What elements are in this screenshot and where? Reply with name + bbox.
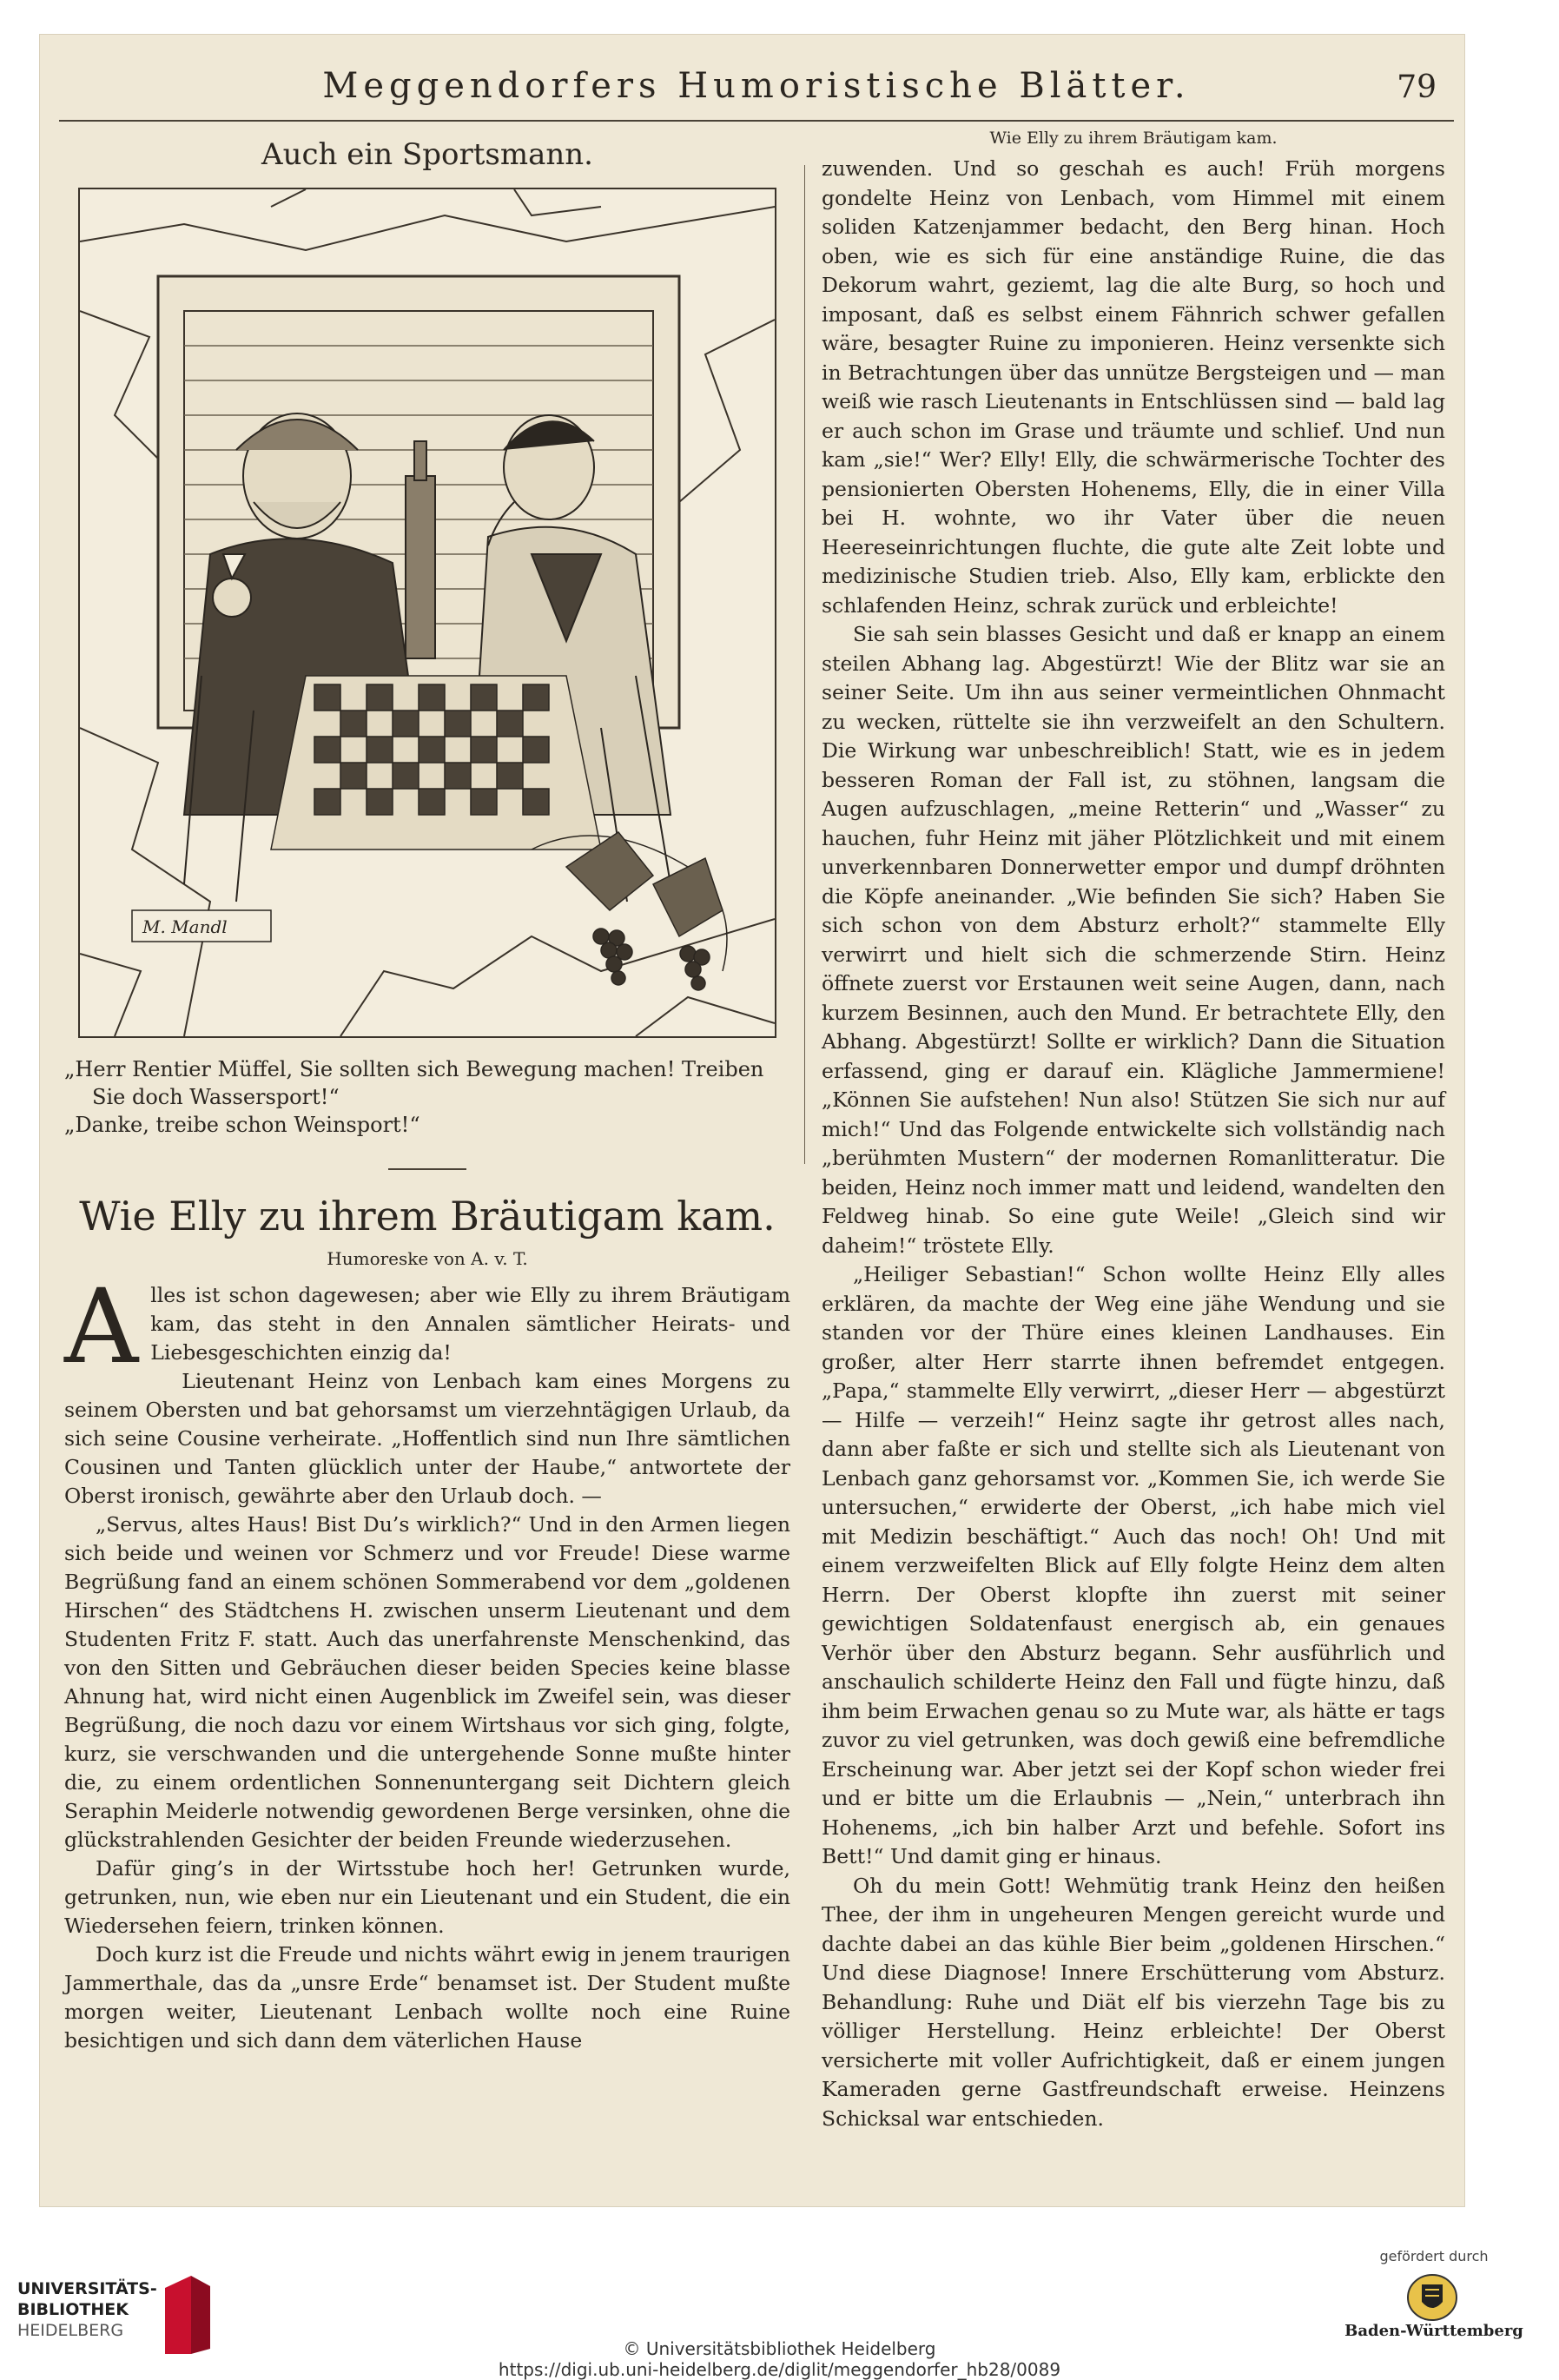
cartoon-title: Auch ein Sportsmann. [261, 137, 593, 172]
caption-line: „Danke, treibe schon Weinsport!“ [64, 1113, 420, 1137]
running-head: Wie Elly zu ihrem Bräutigam kam. [989, 129, 1278, 148]
column-divider [804, 165, 805, 1164]
story-paragraph: Dafür ging’s in der Wirtsstube hoch her! Getrunken wurde, getrunken, nun, wie eben nur ein Lieutenant und ein Student, die ein Wiedersehen feiern, trinken können. [64, 1856, 790, 1938]
library-name-line: UNIVERSITÄTS- [17, 2279, 157, 2298]
story-paragraph: Doch kurz ist die Freude und nichts währt ewig in jenem traurigen Jammerthale, das da „unsre Erde“ benamset ist. Der Student mußte morgen weiter, Lieutenant Lenbach wollte noch eine Ruine besichtigen und sich dann dem väterlichen Hause [64, 1942, 790, 2053]
left-column [64, 129, 790, 2055]
digitization-footer [0, 2241, 1559, 2380]
right-column [822, 129, 1445, 2133]
story-paragraph: „Servus, altes Haus! Bist Du’s wirklich?“ Und in den Armen liegen sich beide und weinen vor Schmerz und vor Freude! Diese warme Begrüßung fand an einem schönen Sommerabend vor dem „goldenen Hirschen“ des Städtchens H. zwischen unserm Lieutenant und dem Studenten Fritz F. statt. Auch das unerfahrenste Menschenkind, das von den Sitten und Gebräuchen dieser beiden Species keine blasse Ahnung hat, wird nicht einen Augenblick im Zweifel sein, was dieser Begrüßung, die noch dazu vor einem Wirtshaus vor sich ging, folgte, kurz, sie verschwanden und die untergehende Sonne mußte hinter die, zu einem ordentlichen Sonnenuntergang seit Dichtern gleich Seraphin Meiderle notwendig gewordenen Berge versinken, ohne die glückstrahlenden Gesichter der beiden Freunde wiederzusehen. [64, 1512, 790, 1852]
page-number: 79 [1397, 69, 1437, 105]
copyright-notice: © Universitätsbibliothek Heidelberg [623, 2338, 936, 2359]
section-separator [388, 1168, 466, 1170]
story-paragraph: Sie sah sein blasses Gesicht und daß er knapp an einem steilen Abhang lag. Abgestürzt! Wie der Blitz war sie an seiner Seite. Um ihn aus seiner vermeintlichen Ohnmacht zu wecken, rüttelte sie ihn verzweifelt an den Schultern. Die Wirkung war unbeschreiblich! Statt, wie es in jedem besseren Roman der Fall ist, zu stöhnen, langsam die Augen aufzuschlagen, „meine Retterin“ und „Wasser“ zu hauchen, fuhr Heinz mit jäher Plötzlichkeit und mit einem unverkennbaren Donnerwetter empor und dumpf dröhnten die Köpfe aneinander. „Wie befinden Sie sich? Haben Sie sich schon von dem Absturz erholt?“ stammelte Elly verwirrt und hielt sich die schmerzende Stirn. Heinz öffnete zuerst vor Erstaunen weit seine Augen, dann, nach kurzem Besinnen, auch den Mund. Er betrachtete Elly, den Abhang. Abgestürzt! Sollte er wirklich? Dann die Situation erfassend, ging er darauf ein. Klägliche Jammermiene! „Können Sie aufstehen! Nun also! Stützen Sie sich nur auf mich!“ Und das Folgende entwickelte sich vollständig nach „berühmten Mustern“ der modernen Romanlitteratur. Die beiden, Heinz noch immer matt und leidend, wandelten den Feldweg hinab. So eine gute Weile! „Gleich sind wir daheim!“ tröstete Elly. [822, 622, 1445, 1258]
coat-of-arms-icon [1404, 2272, 1460, 2323]
caption-line: Sie doch Wassersport!“ [92, 1085, 340, 1109]
cartoon-caption [64, 1055, 790, 1139]
funding-notice [1338, 2248, 1529, 2340]
story-paragraph: Alles ist schon dagewesen; aber wie Elly zu ihrem Bräutigam kam, das steht in den Annalen sämtlicher Heirats- und Liebesgeschichten einzig da! [64, 1266, 790, 1386]
region-name: Baden-Württemberg [1344, 2322, 1523, 2340]
caption-line: „Herr Rentier Müffel, Sie sollten sich Bewegung machen! Treiben [64, 1057, 764, 1081]
library-name-line: HEIDELBERG [17, 2321, 124, 2340]
page-header [59, 59, 1454, 122]
source-url[interactable]: https://digi.ub.uni-heidelberg.de/diglit/meggendorfer_hb28/0089 [498, 2359, 1061, 2380]
library-name-line: BIBLIOTHEK [17, 2300, 129, 2319]
story-paragraph: zuwenden. Und so geschah es auch! Früh morgens gondelte Heinz von Lenbach, vom Himmel mit einem soliden Katzenjammer bedacht, den Berg hinan. Hoch oben, wie es sich für eine anständige Ruine, die das Dekorum wahrt, geziemt, lag die alte Burg, so hoch und imposant, daß es selbst einem Fähnrich schwer gefallen wäre, besagter Ruine zu imponieren. Heinz versenkte sich in Betrachtungen über das unnütze Bergsteigen und — man weiß wie rasch Lieutenants in Entschlüssen sind — bald lag er auch schon im Grase und träumte und schlief. Und nun kam „sie!“ Wer? Elly! Elly, die schwärmerische Tochter des pensionierten Obersten Hohenems, Elly, die in einer Villa bei H. wohnte, wo ihr Vater über die neuen Heereseinrichtungen fluchte, die gute alte Zeit lobte und medizinische Studien trieb. Also, Elly kam, erblickte den schlafenden Heinz, schrak zurück und erbleichte! [822, 156, 1445, 618]
story-paragraph: Oh du mein Gott! Wehmütig trank Heinz den heißen Thee, der ihm in ungeheuren Mengen gereicht wurde und dachte dabei an das kühle Bier beim „goldenen Hirschen.“ Und diese Diagnose! Innere Erschütterung vom Absturz. Behandlung: Ruhe und Diät elf bis vierzehn Tage bis zu völliger Herstellung. Heinz erbleichte! Der Oberst versicherte mit voller Aufrichtigkeit, daß er einem jungen Kameraden gerne Gastfreundschaft erweise. Heinzens Schicksal war entschieden. [822, 1873, 1445, 2131]
artist-signature: M. Mandl [142, 916, 228, 937]
story-paragraph: „Heiliger Sebastian!“ Schon wollte Heinz Elly alles erklären, da machte der Weg eine jähe Wendung und sie standen vor der Thüre eines kleinen Landhauses. Ein großer, alter Herr starrte ihnen befremdet entgegen. „Papa,“ stammelte Elly verwirrt, „dieser Herr — abgestürzt — Hilfe — verzeih!“ Heinz sagte ihr getrost alles nach, dann aber faßte er sich und stellte sich als Lieutenant von Lenbach ganz gehorsamst vor. „Kommen Sie, ich werde Sie untersuchen,“ erwiderte der Oberst, „ich habe mich viel mit Medizin beschäftigt.“ Auch das noch! Oh! Und mit einem verzweifelten Blick auf Elly folgte Heinz dem alten Herrn. Der Oberst klopfte ihn zuerst mit seiner gewichtigen Soldatenfaust energisch ab, ein genaues Verhör über den Absturz begann. Sehr ausführlich und anschaulich schilderte Heinz den Fall und fügte hinzu, daß ihm beim Erwachen genau so zu Mute war, als hätte er tags zuvor zu viel getrunken, was doch gewiß eine befremdliche Erscheinung war. Aber jetzt sei der Kopf schon wieder frei und er bitte um die Erlaubnis — „Nein,“ unterbrach ihn Hohenems, „ich bin halber Arzt und befehle. Sofort ins Bett!“ Und damit ging er hinaus. [822, 1262, 1445, 1868]
drop-cap: A [64, 1266, 139, 1386]
story-byline: Humoreske von A. v. T. [327, 1248, 528, 1269]
funded-by-label: gefördert durch [1379, 2248, 1489, 2264]
journal-title: Meggendorfers Humoristische Blätter. [322, 66, 1191, 106]
story-body-left [64, 1266, 790, 2055]
scanned-page [40, 35, 1464, 2206]
story-paragraph: Lieutenant Heinz von Lenbach kam eines Morgens zu seinem Obersten und bat gehorsamst um vierzehntägigen Urlaub, da sich seine Cousine verheirate. „Hoffentlich sind nun Ihre sämtlichen Cousinen und Tanten glücklich unter der Haube,“ antwortete der Oberst ironisch, gewährte aber den Urlaub doch. — [64, 1369, 790, 1508]
story-title: Wie Elly zu ihrem Bräutigam kam. [79, 1193, 776, 1240]
cartoon-illustration [78, 188, 776, 1038]
